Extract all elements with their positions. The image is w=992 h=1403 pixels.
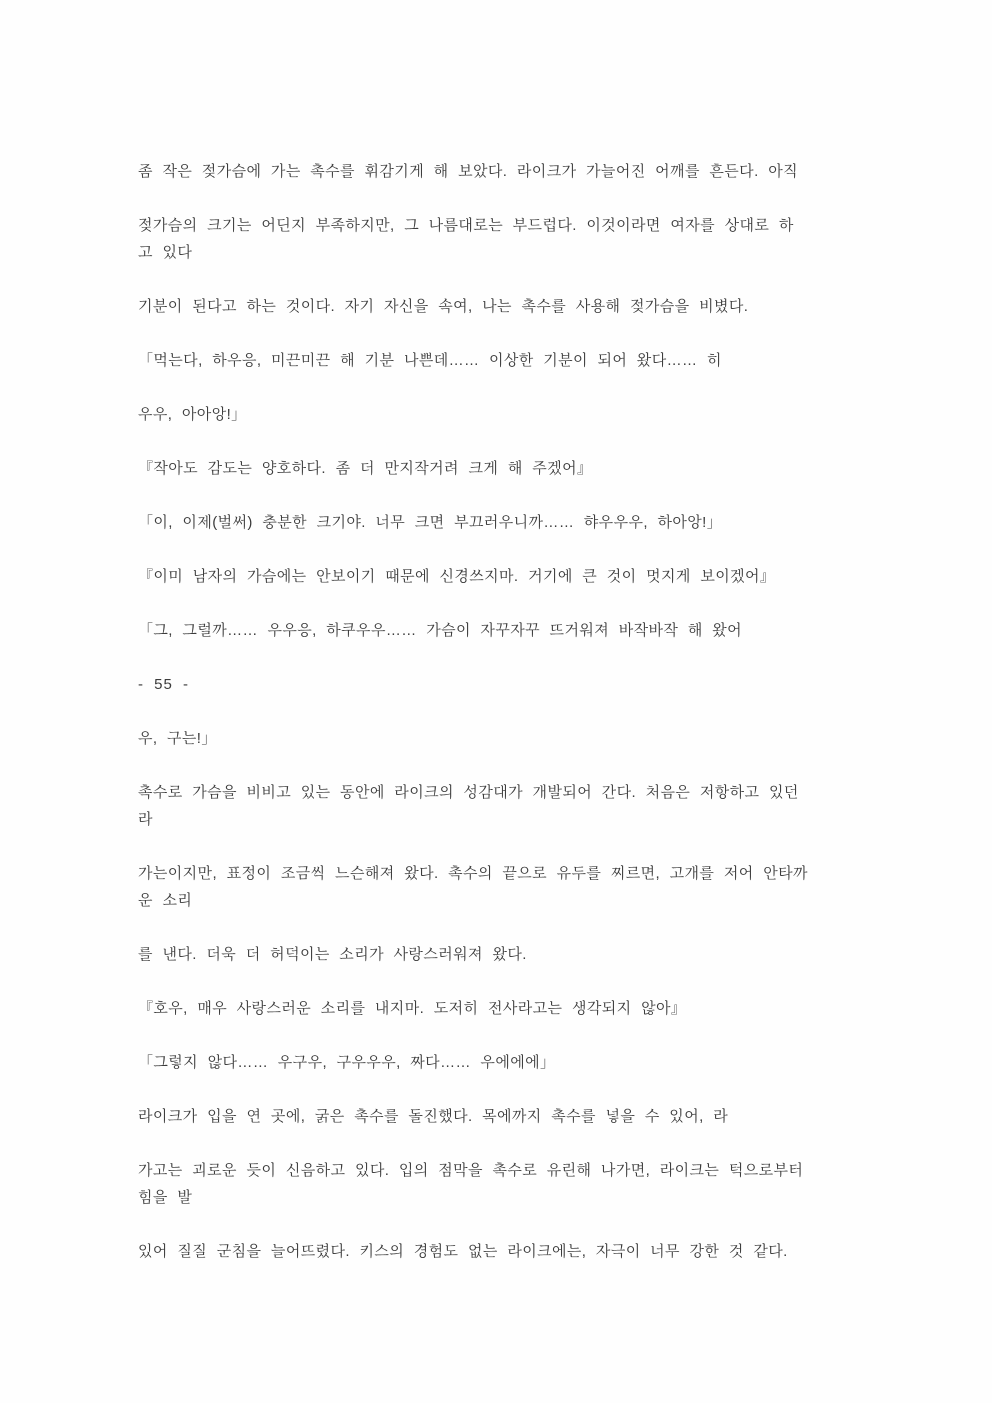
text-line: 라이크가 입을 연 곳에, 굵은 촉수를 돌진했다. 목에까지 촉수를 넣을 수 있어, 라 [138,1108,729,1125]
text-line: 「먹는다, 하우응, 미끈미끈 해 기분 나쁜데…… 이상한 기분이 되어 왔다…… 히 [138,352,722,369]
text-line: 있어 질질 군침을 늘어뜨렸다. 키스의 경험도 없는 라이크에는, 자극이 너무 강한 것 같다. [138,1243,788,1260]
paragraph [138,455,875,482]
text-line: 『작아도 감도는 양호하다. 좀 더 만지작거려 크게 해 주겠어』 [138,460,593,477]
paragraph [138,1238,875,1265]
text-content [138,158,875,1265]
text-line: 좀 작은 젖가슴에 가는 촉수를 휘감기게 해 보았다. 라이크가 가늘어진 어깨를 흔든다. 아직 [138,163,798,180]
text-line: 『이미 남자의 가슴에는 안보이기 때문에 신경쓰지마. 거기에 큰 것이 멋지게 보이겠어』 [138,568,776,585]
paragraph [138,941,875,968]
text-line: - 55 - [138,676,190,693]
text-line: 「이, 이제(벌써) 충분한 크기야. 너무 크면 부끄러우니까…… 햐우우우, 하아앙!」 [138,514,723,531]
paragraph [138,401,875,428]
paragraph [138,509,875,536]
text-line: 「그렇지 않다…… 우구우, 구우우우, 짜다…… 우에에에」 [138,1054,556,1071]
text-line: 라 [138,811,153,828]
text-line: 운 소리 [138,892,193,909]
paragraph [138,617,875,644]
text-line: 『호우, 매우 사랑스러운 소리를 내지마. 도저히 전사라고는 생각되지 않아』 [138,1000,687,1017]
text-line: 가는이지만, 표정이 조금씩 느슨해져 왔다. 촉수의 끝으로 유두를 찌르면, 고개를 저어 안타까 [138,865,808,882]
text-line: 힘을 발 [138,1189,193,1206]
text-line: 기분이 된다고 하는 것이다. 자기 자신을 속여, 나는 촉수를 사용해 젖가슴을 비볐다. [138,298,749,315]
paragraph [138,1157,875,1211]
page-number [138,671,875,698]
paragraph [138,212,875,266]
paragraph [138,860,875,914]
text-line: 를 낸다. 더욱 더 허덕이는 소리가 사랑스러워져 왔다. [138,946,527,963]
text-line: 우우, 아아앙!」 [138,406,247,423]
paragraph [138,725,875,752]
text-line: 젖가슴의 크기는 어딘지 부족하지만, 그 나름대로는 부드럽다. 이것이라면 여자를 상대로 하 [138,217,794,234]
text-line: 우, 구는!」 [138,730,217,747]
paragraph [138,158,875,185]
paragraph [138,293,875,320]
paragraph [138,563,875,590]
text-line: 「그, 그럴까…… 우우응, 하쿠우우…… 가슴이 자꾸자꾸 뜨거워져 바작바작 해 왔어 [138,622,743,639]
text-line: 고 있다 [138,244,193,261]
paragraph [138,995,875,1022]
text-line: 가고는 괴로운 듯이 신음하고 있다. 입의 점막을 촉수로 유린해 나가면, 라이크는 턱으로부터 [138,1162,804,1179]
paragraph [138,1103,875,1130]
text-line: 촉수로 가슴을 비비고 있는 동안에 라이크의 성감대가 개발되어 간다. 처음은 저항하고 있던 [138,784,799,801]
paragraph [138,779,875,833]
paragraph [138,347,875,374]
paragraph [138,1049,875,1076]
